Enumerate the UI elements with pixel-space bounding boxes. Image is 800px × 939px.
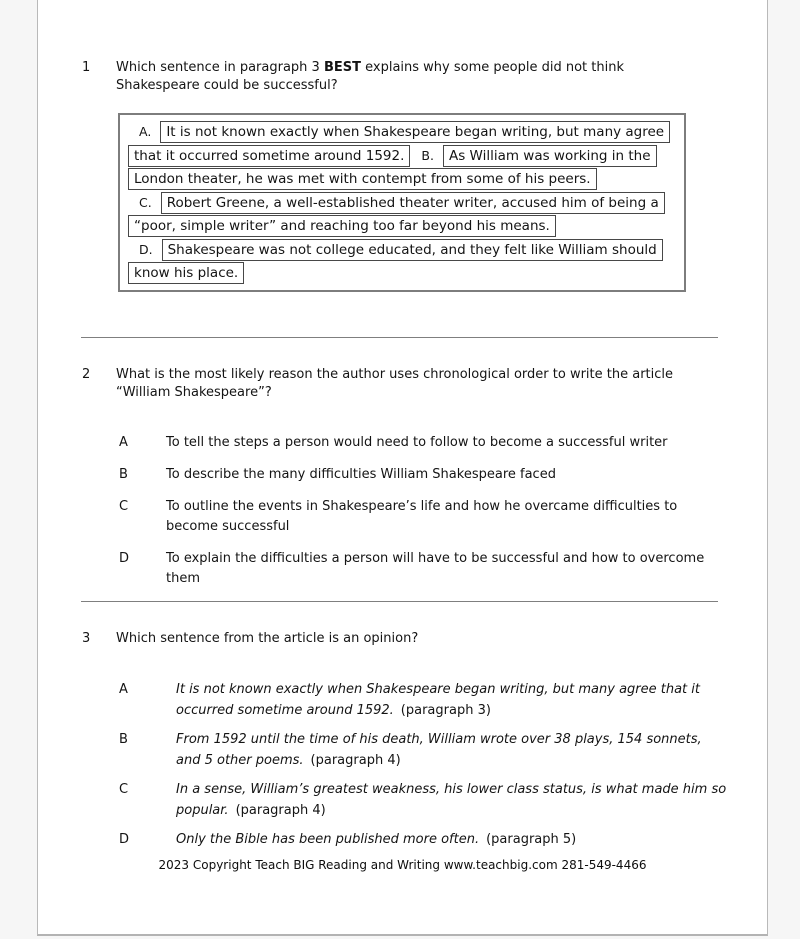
- question-1: [82, 59, 719, 95]
- option-3d-letter: D: [119, 832, 130, 847]
- option-2a-text: To tell the steps a person would need to follow to become a successful writer: [166, 435, 668, 450]
- option-2d-text: To explain the difficulties a person will have to be successful and how to overcome them: [166, 551, 705, 586]
- question-2: [82, 366, 719, 402]
- question-3-options: [38, 679, 767, 850]
- option-c-sentence: Robert Greene, a well-established theater writer, accused him of being a “poor, simple writer” and reaching too far beyond his means.: [128, 192, 665, 237]
- option-3d-text: [176, 829, 727, 850]
- option-a-label: A.: [139, 124, 152, 139]
- page-content: [38, 0, 767, 873]
- option-c-label: C.: [139, 195, 152, 210]
- option-2b-text: To describe the many difficulties William Shakespeare faced: [166, 467, 556, 482]
- option-3c-citation: (paragraph 4): [235, 803, 326, 818]
- section-divider: [81, 337, 718, 338]
- question-3: [82, 630, 719, 648]
- option-2c-text: To outline the events in Shakespeare’s life and how he overcame difficulties to become successful: [166, 499, 678, 534]
- question-3-number: 3: [82, 631, 91, 646]
- question-2-prompt: What is the most likely reason the author uses chronological order to write the article “William Shakespeare”?: [116, 367, 674, 400]
- option-row-3a: [119, 679, 727, 721]
- question-1-prompt: [116, 59, 686, 95]
- option-3a-citation: (paragraph 3): [400, 703, 491, 718]
- option-3d-quote: Only the Bible has been published more often.: [176, 832, 480, 847]
- question-2-number: 2: [82, 367, 91, 382]
- question-2-options: [38, 433, 767, 589]
- option-3a-letter: A: [119, 682, 128, 697]
- option-row-3b: [119, 729, 727, 771]
- option-d-sentence: Shakespeare was not college educated, and they felt like William should know his place.: [128, 239, 663, 284]
- option-3b-citation: (paragraph 4): [310, 753, 401, 768]
- question-1-prompt-before: Which sentence in paragraph 3: [116, 60, 324, 75]
- option-3b-quote: From 1592 until the time of his death, William wrote over 38 plays, 154 sonnets, and 5 other poems.: [176, 732, 702, 768]
- option-3c-letter: C: [119, 782, 129, 797]
- question-1-prompt-bold: BEST: [323, 60, 361, 75]
- option-a-sentence: It is not known exactly when Shakespeare began writing, but many agree that it occurred sometime around 1592.: [128, 121, 670, 167]
- option-b-label: B.: [421, 148, 434, 163]
- question-1-answer-box: [118, 113, 686, 292]
- option-3d-citation: (paragraph 5): [486, 832, 577, 847]
- option-2a-letter: A: [119, 435, 128, 450]
- copyright-footer: 2023 Copyright Teach BIG Reading and Writing www.teachbig.com 281-549-4466: [158, 858, 647, 872]
- option-3b-text: [176, 729, 727, 771]
- option-row-3d: [119, 829, 727, 850]
- option-b-sentence: As William was working in the London theater, he was met with contempt from some of his peers.: [128, 145, 657, 190]
- option-3c-text: [176, 779, 727, 821]
- option-row-3c: [119, 779, 727, 821]
- section-divider: [81, 601, 718, 602]
- option-row-2b: [119, 465, 727, 485]
- worksheet-page: [37, 0, 768, 936]
- option-d-label: D.: [139, 242, 153, 257]
- answer-flow-c: [128, 191, 676, 238]
- option-2d-letter: D: [119, 551, 130, 566]
- option-row-2d: [119, 549, 727, 589]
- option-3b-letter: B: [119, 732, 128, 747]
- answer-flow-a-b: [128, 120, 676, 191]
- option-row-2a: [119, 433, 727, 453]
- option-row-2c: [119, 497, 727, 537]
- option-3a-text: [176, 679, 727, 721]
- question-3-prompt: Which sentence from the article is an opinion?: [116, 631, 419, 646]
- option-3a-quote: It is not known exactly when Shakespeare began writing, but many agree that it occurred sometime around 1592.: [176, 682, 700, 718]
- option-2b-letter: B: [119, 467, 128, 482]
- option-2c-letter: C: [119, 499, 129, 514]
- question-1-prompt-after: explains why some people did not think Shakespeare could be successful?: [116, 60, 624, 93]
- question-1-number: 1: [82, 60, 91, 75]
- option-3c-quote: In a sense, William’s greatest weakness, his lower class status, is what made him so popular.: [176, 782, 727, 818]
- answer-flow-d: [128, 238, 676, 285]
